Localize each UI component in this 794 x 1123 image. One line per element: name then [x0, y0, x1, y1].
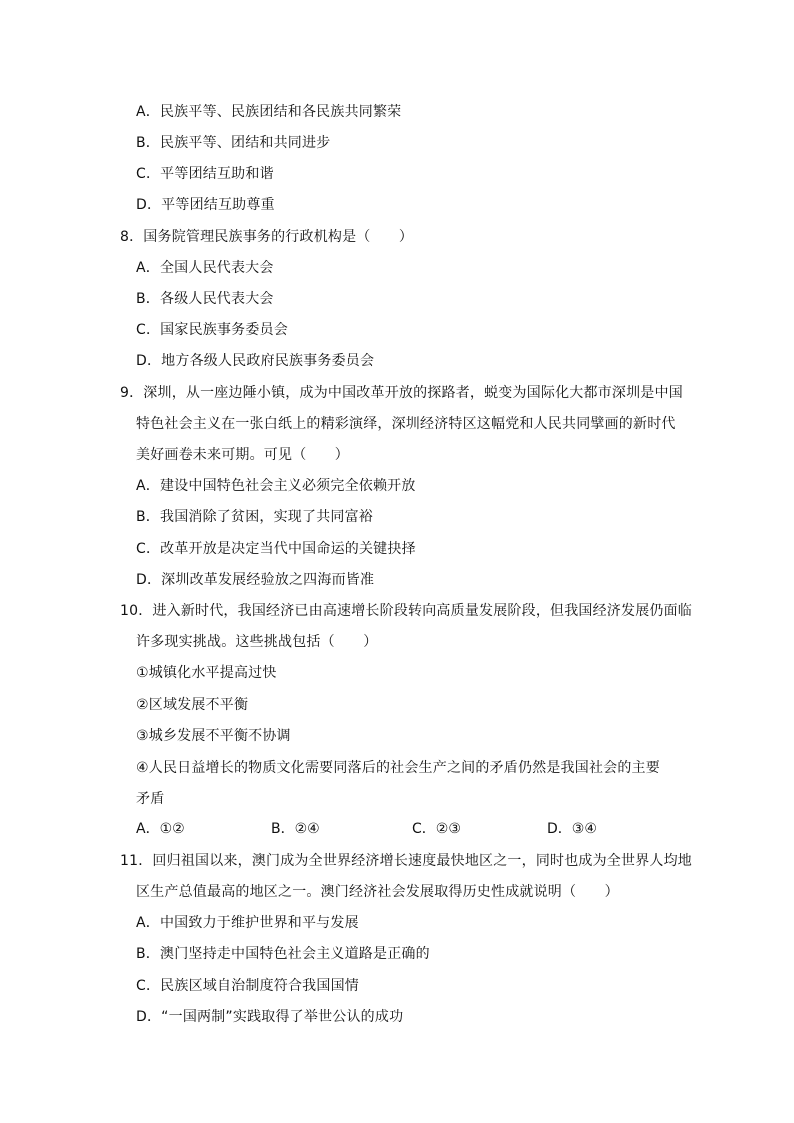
q9-option-b: B．我国消除了贫困，实现了共同富裕 [136, 509, 374, 525]
q10-statement-3: ③城乡发展不平衡不协调 [136, 728, 291, 744]
q10-option-b: B．②④ [271, 821, 320, 837]
q8-stem: 8．国务院管理民族事务的行政机构是（ ） [120, 229, 414, 245]
q8-option-c: C．国家民族事务委员会 [136, 322, 288, 338]
q10-statement-1: ①城镇化水平提高过快 [136, 665, 277, 681]
q10-option-a: A．①② [136, 821, 185, 837]
q10-option-d: D．③④ [547, 821, 597, 837]
q10-statement-2: ②区域发展不平衡 [136, 697, 249, 713]
q9-option-d: D．深圳改革发展经验放之四海而皆准 [136, 572, 375, 588]
q11-option-b: B．澳门坚持走中国特色社会主义道路是正确的 [136, 946, 430, 962]
q10-option-c: C．②③ [412, 821, 461, 837]
q10-statement-4: ④人民日益增长的物质文化需要同落后的社会生产之间的矛盾仍然是我国社会的主要 [136, 760, 660, 776]
q7-option-c: C．平等团结互助和谐 [136, 166, 274, 182]
q11-stem-line-2: 区生产总值最高的地区之一。澳门经济社会发展取得历史性成就说明（ ） [136, 884, 619, 900]
q10-stem-line-1: 10．进入新时代，我国经济已由高速增长阶段转向高质量发展阶段，但我国经济发展仍面临 [120, 603, 693, 619]
q11-option-a: A．中国致力于维护世界和平与发展 [136, 915, 359, 931]
q9-option-a: A．建设中国特色社会主义必须完全依赖开放 [136, 478, 416, 494]
q11-option-d: D．“一国两制”实践取得了举世公认的成功 [136, 1009, 404, 1025]
q11-stem-line-1: 11．回归祖国以来，澳门成为全世界经济增长速度最快地区之一，同时也成为全世界人均地 [120, 853, 693, 869]
q9-option-c: C．改革开放是决定当代中国命运的关键抉择 [136, 541, 416, 557]
q10-stem-line-2: 许多现实挑战。这些挑战包括（ ） [136, 634, 378, 650]
q7-option-a: A．民族平等、民族团结和各民族共同繁荣 [136, 104, 402, 120]
q9-stem-line-3: 美好画卷未来可期。可见（ ） [136, 447, 349, 463]
q8-option-d: D．地方各级人民政府民族事务委员会 [136, 353, 375, 369]
q11-option-c: C．民族区域自治制度符合我国国情 [136, 978, 359, 994]
q8-option-a: A．全国人民代表大会 [136, 260, 274, 276]
q10-statement-4-cont: 矛盾 [136, 791, 165, 807]
q7-option-b: B．民族平等、团结和共同进步 [136, 135, 331, 151]
q8-option-b: B．各级人民代表大会 [136, 291, 274, 307]
q9-stem-line-1: 9．深圳，从一座边陲小镇，成为中国改革开放的探路者，蜕变为国际化大都市深圳是中国 [120, 385, 683, 401]
q9-stem-line-2: 特色社会主义在一张白纸上的精彩演绎，深圳经济特区这幅党和人民共同擘画的新时代 [136, 416, 676, 432]
q7-option-d: D．平等团结互助尊重 [136, 197, 275, 213]
